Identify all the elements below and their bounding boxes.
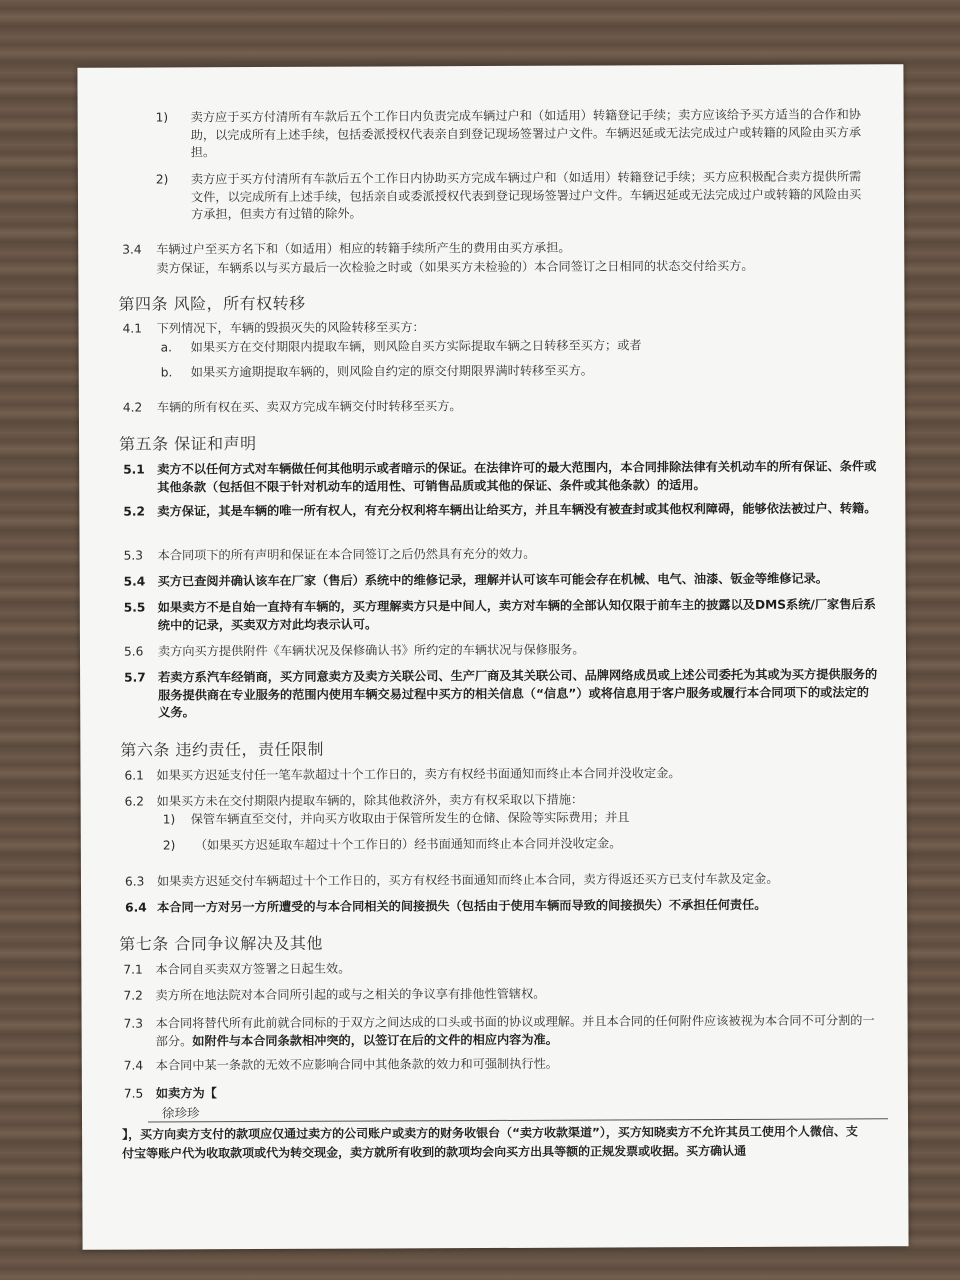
clause-text: 卖方应于买方付清所有车款后五个工作日内负责完成车辆过户和（如适用）转籍登记手续；卖方应该给予买方适当的合作和协助，以完成所有上述手续，包括委派授权代表亲自到登记现场签署过户文件。车辆迟延或无法完成过户或转籍的风险由买方承担。 [190, 107, 862, 160]
clause-number: 7.4 [123, 1058, 144, 1073]
clause-5-6 [123, 640, 884, 659]
clause-6-1 [124, 764, 884, 783]
clause-number: 7.5 [123, 1086, 144, 1101]
clause-6-4 [125, 896, 885, 915]
clause-7-4 [123, 1054, 884, 1073]
clause-3-3-1 [155, 106, 876, 160]
clause-number: 5.4 [123, 574, 146, 589]
clause-number: a. [160, 340, 173, 355]
clause-number: 2) [155, 172, 169, 187]
clause-3-3-2 [155, 168, 876, 222]
clause-text-plain: 本合同将替代所有此前就合同标的于双方之间达成的口头或书面的协议或理解。并且本合同的任何附件应该被视为本合同不可分割的一部分。 [155, 1013, 875, 1048]
clause-text: 卖方应于买方付清所有车款后五个工作日内协助买方完成车辆过户和（如适用）转籍登记手续；买方应积极配合卖方提供所需文件，以完成所有上述手续，包括亲自或委派授权代表到登记现场签署过户文件。车辆迟延或无法完成过户或转籍的风险由买方承担，但卖方有过错的除外。 [190, 169, 862, 222]
contract-page [77, 64, 908, 1250]
clause-text: 若卖方系汽车经销商，买方同意卖方及卖方关联公司、生产厂商及其关联公司、品牌网络成员或上述公司委托为其或为买方提供服务的服务提供商在专业服务的范围内使用车辆交易过程中买方的相关信息（“信息”）或将信息用于客户服务或履行本合同项下的或法定的义务。 [158, 667, 878, 720]
clause-5-7 [124, 666, 884, 720]
clause-7-5-cont: 】，买方向卖方支付的款项应仅通过卖方的公司账户或卖方的财务收银台（“卖方收款渠道”），买方知晓卖方不允许其员工使用个人微信、支付宝等账户代为收取款项或代为转交现金，卖方就所有收到的款项均会向买方出具等额的正规发票或收据。买方确认通 [122, 1124, 858, 1161]
clause-text: 如果买方在交付期限内提取车辆，则风险自买方实际提取车辆之日转移至买方；或者 [190, 338, 642, 355]
clause-4-1 [122, 317, 883, 336]
clause-text: 卖方不以任何方式对车辆做任何其他明示或者暗示的保证。在法律许可的最大范围内，本合同排除法律有关机动车的所有保证、条件或其他条款（包括但不限于针对机动车的适用性、可销售品质或其他的保证、条件或其他条款）的适用。 [157, 459, 877, 494]
clause-text: 卖方所在地法院对本合同所引起的或与之相关的争议享有排他性管辖权。 [155, 986, 546, 1003]
clause-number: 1) [155, 110, 169, 125]
clause-4-1-b [160, 361, 881, 380]
clause-text: 保管车辆直至交付，并向买方收取由于保管所发生的仓储、保险等实际费用；并且 [190, 810, 630, 827]
clause-text: 如卖方为【 [155, 1086, 217, 1101]
clause-text: 本合同项下的所有声明和保证在本合同签订之后仍然具有充分的效力。 [157, 546, 536, 563]
clause-number: 5.5 [123, 600, 146, 615]
clause-number: 5.2 [123, 504, 145, 519]
clause-6-2-2 [162, 834, 883, 853]
clause-7-3 [123, 1012, 884, 1048]
clause-number: 6.2 [124, 794, 145, 809]
clause-text: 卖方保证，车辆系以与买方最后一次检验之时或（如果买方未检验的）本合同签订之日相同的状态交付给买方。 [156, 258, 754, 276]
clause-7-2 [123, 984, 883, 1003]
clause-text: 本合同一方对另一方所遭受的与本合同相关的间接损失（包括由于使用车辆而导致的间接损失）不承担任何责任。 [157, 897, 767, 915]
clause-6-3 [124, 870, 885, 889]
clause-6-2 [124, 790, 885, 809]
clause-text: 车辆的所有权在买、卖双方完成车辆交付时转移至买方。 [156, 399, 462, 415]
article-7-heading: 第七条 合同争议解决及其他 [119, 933, 323, 954]
clause-5-2 [123, 500, 883, 519]
clause-4-2 [122, 396, 883, 415]
clause-number: 6.3 [124, 874, 145, 889]
clause-7-5 [123, 1082, 884, 1101]
clause-text: 卖方向买方提供附件《车辆状况及保修确认书》所约定的车辆状况与保修服务。 [157, 642, 585, 659]
clause-text: 下列情况下，车辆的毁损灭失的风险转移至买方： [156, 320, 425, 336]
seller-name-fill: 徐珍珍 [161, 1105, 200, 1121]
clause-number: b. [160, 365, 173, 380]
clause-number: 5.3 [123, 548, 143, 563]
clause-5-4 [123, 570, 884, 589]
clause-number: 1) [162, 812, 176, 827]
clause-number: 7.2 [123, 988, 143, 1003]
clause-5-5 [123, 596, 884, 632]
clause-text: 如果卖方迟延交付车辆超过十个工作日的，买方有权经书面通知而终止本合同，卖方得返还买方已支付车款及定金。 [156, 871, 779, 889]
clause-text: 如果买方迟延支付任一笔车款超过十个工作日的，卖方有权经书面通知而终止本合同并没收定金。 [156, 766, 681, 783]
clause-text-bold: 如附件与本合同条款相冲突的，以签订在后的文件的相应内容为准。 [192, 1032, 558, 1048]
clause-text: 本合同自买卖双方签署之日起生效。 [155, 961, 351, 977]
clause-number: 5.6 [123, 644, 144, 659]
clause-text: 买方已查阅并确认该车在厂家（售后）系统中的维修记录，理解并认可该车可能会存在机械、电气、油漆、钣金等维修记录。 [157, 571, 829, 589]
article-4-heading: 第四条 风险，所有权转移 [118, 293, 306, 314]
clause-number: 7.1 [123, 962, 143, 977]
clause-number: 6.4 [125, 900, 147, 915]
clause-text: 如果卖方不是自始一直持有车辆的，买方理解卖方只是中间人，卖方对车辆的全部认知仅限于前车主的披露以及DMS系统/厂家售后系统中的记录，买卖双方对此均表示认可。 [157, 597, 876, 632]
article-5-heading: 第五条 保证和声明 [119, 434, 257, 454]
clause-number: 5.1 [123, 462, 145, 477]
clause-5-3 [123, 544, 884, 563]
clause-text [156, 1012, 878, 1050]
clause-text: 本合同中某一条款的无效不应影响合同中其他条款的效力和可强制执行性。 [155, 1056, 558, 1073]
clause-text: 车辆过户至买方名下和（如适用）相应的转籍手续所产生的费用由买方承担。 [156, 240, 571, 257]
clause-number: 4.2 [122, 400, 143, 415]
clause-number: 6.1 [124, 768, 144, 783]
clause-text: 如果买方未在交付期限内提取车辆的，除其他救济外，卖方有权采取以下措施： [156, 792, 584, 809]
clause-text: （如果买方迟延取车超过十个工作日的）经书面通知而终止本合同并没收定金。 [194, 836, 622, 853]
clause-text: 如果买方逾期提取车辆的，则风险自约定的原交付期限界满时转移至买方。 [190, 363, 593, 380]
clause-number: 4.1 [122, 321, 142, 336]
clause-number: 7.3 [123, 1016, 144, 1031]
clause-text: 卖方保证，其是车辆的唯一所有权人，有充分权利将车辆出让给买方，并且车辆没有被查封或其他权利障碍，能够依法被过户、转籍。 [157, 501, 877, 519]
clause-3-4 [122, 238, 882, 257]
clause-7-1 [123, 958, 883, 977]
clause-number: 2) [162, 838, 176, 853]
clause-number: 3.4 [122, 242, 142, 257]
clause-5-1 [123, 458, 883, 494]
clause-number: 5.7 [124, 670, 146, 685]
article-6-heading: 第六条 违约责任，责任限制 [120, 739, 325, 760]
